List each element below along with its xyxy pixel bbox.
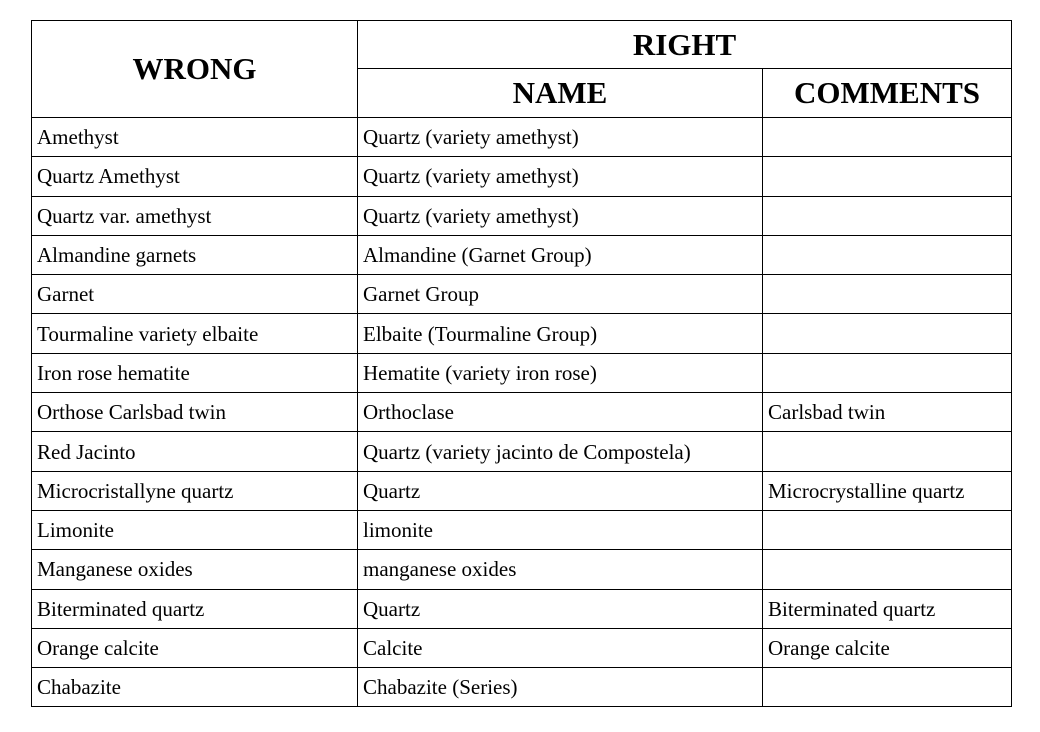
cell-wrong-name: Iron rose hematite: [32, 353, 358, 392]
table-row: [32, 353, 1012, 392]
cell-wrong-name: Microcristallyne quartz: [32, 471, 358, 510]
table-body: [32, 118, 1012, 707]
cell-right-name: Calcite: [358, 628, 763, 667]
cell-comments: [763, 275, 1012, 314]
cell-wrong-name: Quartz Amethyst: [32, 157, 358, 196]
table-row: [32, 589, 1012, 628]
cell-comments: [763, 510, 1012, 549]
cell-right-name: Hematite (variety iron rose): [358, 353, 763, 392]
table-row: [32, 118, 1012, 157]
table-row: [32, 314, 1012, 353]
cell-wrong-name: Biterminated quartz: [32, 589, 358, 628]
cell-comments: Microcrystalline quartz: [763, 471, 1012, 510]
cell-right-name: Quartz (variety amethyst): [358, 196, 763, 235]
cell-comments: Biterminated quartz: [763, 589, 1012, 628]
table-row: [32, 668, 1012, 707]
cell-right-name: Orthoclase: [358, 393, 763, 432]
cell-comments: Orange calcite: [763, 628, 1012, 667]
cell-wrong-name: Red Jacinto: [32, 432, 358, 471]
cell-right-name: Quartz (variety jacinto de Compostela): [358, 432, 763, 471]
header-wrong: WRONG: [32, 21, 358, 118]
cell-wrong-name: Limonite: [32, 510, 358, 549]
cell-right-name: Garnet Group: [358, 275, 763, 314]
cell-right-name: Quartz (variety amethyst): [358, 118, 763, 157]
table-row: [32, 432, 1012, 471]
cell-right-name: limonite: [358, 510, 763, 549]
cell-right-name: Elbaite (Tourmaline Group): [358, 314, 763, 353]
cell-wrong-name: Manganese oxides: [32, 550, 358, 589]
cell-right-name: manganese oxides: [358, 550, 763, 589]
table-row: [32, 157, 1012, 196]
cell-right-name: Chabazite (Series): [358, 668, 763, 707]
cell-comments: [763, 668, 1012, 707]
cell-comments: [763, 353, 1012, 392]
cell-wrong-name: Tourmaline variety elbaite: [32, 314, 358, 353]
cell-right-name: Almandine (Garnet Group): [358, 235, 763, 274]
cell-comments: [763, 118, 1012, 157]
cell-right-name: Quartz: [358, 589, 763, 628]
cell-right-name: Quartz: [358, 471, 763, 510]
cell-comments: [763, 157, 1012, 196]
cell-comments: [763, 550, 1012, 589]
header-right: RIGHT: [358, 21, 1012, 69]
table-row: [32, 550, 1012, 589]
cell-comments: [763, 314, 1012, 353]
cell-comments: [763, 235, 1012, 274]
table-row: [32, 196, 1012, 235]
table-row: [32, 510, 1012, 549]
cell-comments: Carlsbad twin: [763, 393, 1012, 432]
table-header: [32, 21, 1012, 118]
cell-comments: [763, 196, 1012, 235]
table-row: [32, 471, 1012, 510]
table-row: [32, 393, 1012, 432]
table-row: [32, 628, 1012, 667]
cell-wrong-name: Quartz var. amethyst: [32, 196, 358, 235]
cell-wrong-name: Orange calcite: [32, 628, 358, 667]
header-row-top: [32, 21, 1012, 69]
cell-wrong-name: Orthose Carlsbad twin: [32, 393, 358, 432]
mineral-names-table: [31, 20, 1012, 707]
cell-right-name: Quartz (variety amethyst): [358, 157, 763, 196]
cell-wrong-name: Almandine garnets: [32, 235, 358, 274]
table-row: [32, 235, 1012, 274]
header-name: NAME: [358, 69, 763, 118]
table-row: [32, 275, 1012, 314]
cell-wrong-name: Garnet: [32, 275, 358, 314]
cell-wrong-name: Amethyst: [32, 118, 358, 157]
cell-comments: [763, 432, 1012, 471]
cell-wrong-name: Chabazite: [32, 668, 358, 707]
header-comments: COMMENTS: [763, 69, 1012, 118]
